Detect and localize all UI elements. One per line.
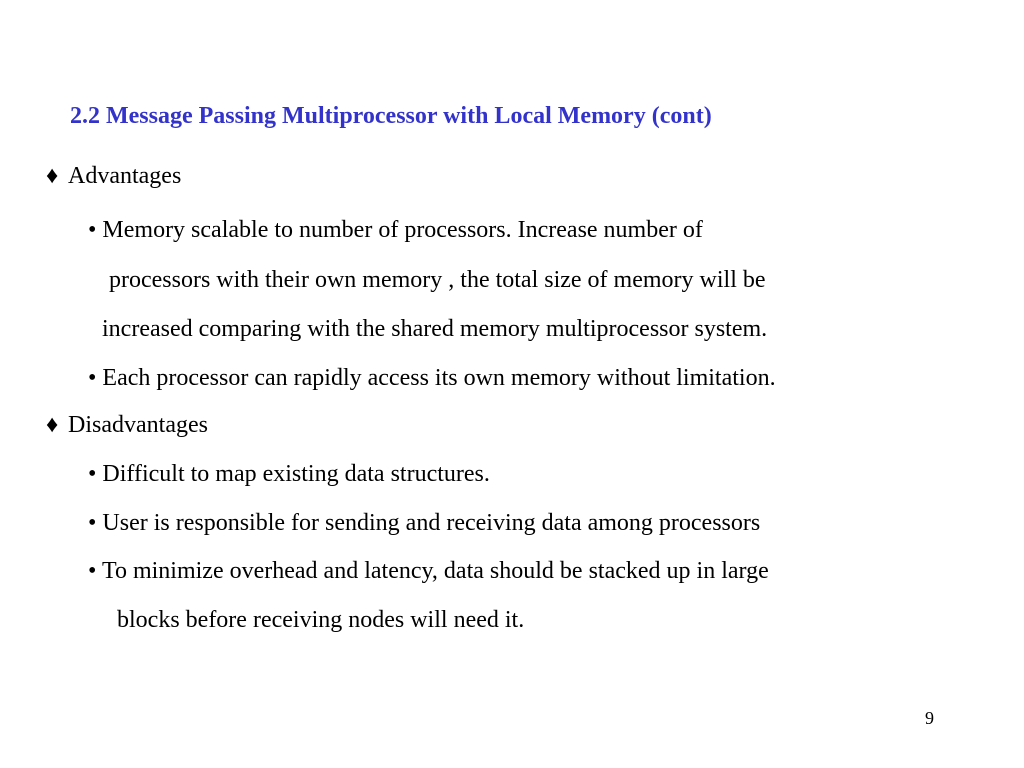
- advantage-line: increased comparing with the shared memory multiprocessor system.: [102, 316, 768, 342]
- advantages-heading: [46, 159, 181, 193]
- page-number: 9: [925, 708, 934, 728]
- advantages-heading-text: Advantages: [68, 163, 182, 189]
- diamond-bullet-icon: ♦: [46, 412, 59, 438]
- advantage-line: • Memory scalable to number of processors. Increase number of: [88, 217, 703, 243]
- disadvantage-line: • To minimize overhead and latency, data should be stacked up in large: [88, 558, 769, 584]
- disadvantage-line: • User is responsible for sending and receiving data among processors: [88, 510, 761, 536]
- disadvantages-heading: [46, 408, 208, 442]
- advantage-line: • Each processor can rapidly access its own memory without limitation.: [88, 365, 776, 391]
- slide-title: 2.2 Message Passing Multiprocessor with Local Memory (cont): [70, 103, 712, 129]
- diamond-bullet-icon: ♦: [46, 163, 59, 189]
- advantage-line: processors with their own memory , the total size of memory will be: [109, 267, 766, 293]
- disadvantage-line: blocks before receiving nodes will need it.: [117, 607, 525, 633]
- disadvantages-heading-text: Disadvantages: [68, 412, 208, 438]
- disadvantage-line: • Difficult to map existing data structures.: [88, 461, 490, 487]
